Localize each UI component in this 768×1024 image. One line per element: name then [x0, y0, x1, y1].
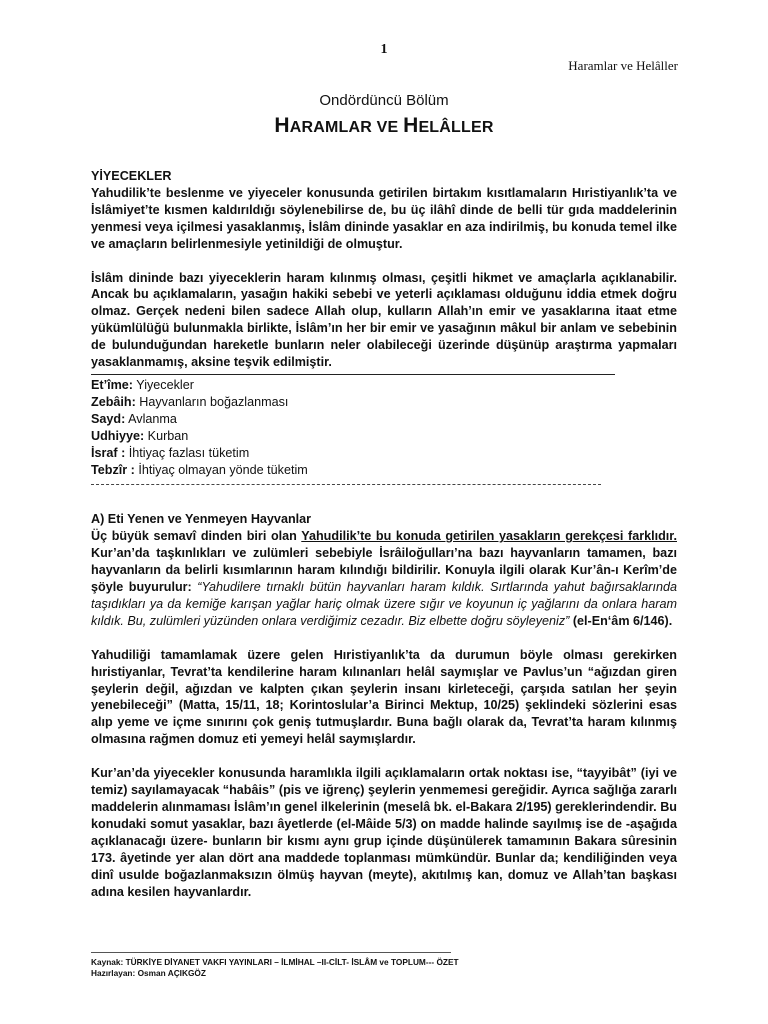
glossary-meaning: İhtiyaç fazlası tüketim: [125, 445, 250, 460]
glossary-term: Tebzîr :: [91, 462, 135, 477]
paragraph: Yahudiliği tamamlamak üzere gelen Hıristiyanlık’ta da durumun böyle olması gerekirken hıristiyanlar, Tevrat’ta kendilerine haram kılınanları helâl saymışlar ve Pavlus’un “ağızdan giren şeylerin değil, ağızdan ve kalpten çıkan şeylerin insanı kirleteceği, çarşıda satılan her şeyin yenebileceği” (Matta, 15/11, 18; Korintoslular’a Birinci Mektup, 10/25) şeklindeki sözlerini esas alıp yeme ve içme sınırını çok geniş tutmuşlardır. Buna bağlı olarak da, Tevrat’ta haram kılınmış olmasına rağmen domuz eti yemeyi helâl saymışlardır.: [91, 647, 677, 747]
document-body: [91, 168, 677, 900]
glossary-meaning: Yiyecekler: [133, 377, 194, 392]
glossary-meaning: Hayvanların boğazlanması: [135, 394, 289, 409]
glossary-item: [91, 411, 677, 428]
title-part-2: ELÂLLER: [418, 119, 494, 136]
glossary-term: Et’îme:: [91, 377, 133, 392]
glossary-item: [91, 428, 677, 445]
text-span: Üç büyük semavî dinden biri olan: [91, 529, 302, 544]
paragraph: İslâm dininde bazı yiyeceklerin haram kılınmış olması, çeşitli hikmet ve amaçlarla açıklanabilir. Ancak bu açıklamaların, yasağın hakiki sebebi ve yeterli açıklaması olduğunu iddia etmek doğru olmaz. Gerçek nedeni bilen sadece Allah olup, kulların Allah’ın emir ve yasaklarına itaat etme yükümlülüğü bulunmakla birlikte, İslâm’ın her bir emir ve yasağının mâkul bir anlam ve sebebinin de bulunduğundan hareketle bunların neler olabileceği üzerinde düşünüp araştırma yapmaları yasaklanmamış, aksine teşvik edilmiştir.: [91, 270, 677, 370]
paragraph: Kur’an’da yiyecekler konusunda haramlıkla ilgili açıklamaların ortak noktası ise, “tayyibât” (iyi ve temiz) sayılamayacak “habâis” (pis ve iğrenç) şeylerin yenmemesi gereğidir. Ayrıca sağlığa zararlı maddelerin alınmaması İslâm’ın genel ilkelerinin (meselâ bk. el-Bakara 2/195) gereklerindendir. Bu konudaki somut yasaklar, bazı âyetlerde (el-Mâide 5/3) on madde halinde sayılmış ise de -aşağıda açıklanacağı üzere- bunların bir kısmı aynı grup içinde düşünülerek tamamının Bakara sûresinin 173. âyetinde yer alan dört ana maddede toplanması mümkündür. Bunlar da; kendiliğinden veya dinî usulde boğazlanmaksızın ölmüş hayvan (meyte), akıtılmış kan, domuz ve Allah’tan başkası adına kesilen hayvanlardır.: [91, 766, 677, 899]
divider-solid: [91, 374, 615, 375]
footer-author: Hazırlayan: Osman AÇIKGÖZ: [91, 968, 206, 978]
glossary-meaning: Avlanma: [125, 411, 177, 426]
glossary: [91, 377, 677, 478]
paragraph: Yahudilik’te beslenme ve yiyeceler konusunda getirilen birtakım kısıtlamaların Hıristiyanlık’ta ve İslâmiyet’te kısmen kaldırıldığı söylenebilirse de, bu üç ilâhî dinde de belli tür gıda maddelerinin yenmesi veya içilmesi yasaklanmış, İslâm dininde yasaklar en aza indirilmiş, bu konuda temel ilke ve amaçların belirlenmesiyle yetinildiği de olmuştur.: [91, 185, 677, 251]
glossary-term: Udhiyye:: [91, 428, 145, 443]
glossary-item: [91, 445, 677, 462]
glossary-term: Sayd:: [91, 411, 126, 426]
footer: [91, 957, 459, 979]
title-initial-1: H: [274, 114, 290, 137]
text-span: Kur’an’da taşkınlıkları ve zulümleri sebebiyle İsrâiloğulları’na bazı hayvanların tamamen, bazı hayvanların da belirli kısımlarının haram kılındığı bildirilir. Konuyla ilgili olarak Kur’ân-ı Kerîm’de şöyle buyurulur:: [91, 546, 677, 595]
chapter-label: Ondördüncü Bölüm: [319, 92, 449, 109]
footer-divider: [91, 952, 451, 953]
paragraph: [91, 528, 677, 629]
title-part-1: ARAMLAR VE: [289, 119, 404, 136]
underlined-text: Yahudilik’te bu konuda getirilen yasakların gerekçesi farklıdır.: [301, 529, 677, 544]
section-heading-yiyecekler: YİYECEKLER: [91, 169, 172, 183]
page-number: 1: [380, 42, 388, 57]
chapter-title: [0, 114, 768, 138]
glossary-item: [91, 377, 677, 394]
glossary-term: Zebâih:: [91, 394, 136, 409]
running-head: Haramlar ve Helâller: [568, 58, 678, 73]
glossary-item: [91, 462, 677, 479]
glossary-item: [91, 394, 677, 411]
title-initial-2: H: [403, 114, 419, 137]
glossary-meaning: Kurban: [144, 428, 189, 443]
section-heading-animals: A) Eti Yenen ve Yenmeyen Hayvanlar: [91, 512, 312, 527]
footer-source: Kaynak: TÜRKİYE DİYANET VAKFI YAYINLARI – İLMİHAL –II-CİLT- İSLÂM ve TOPLUM--- ÖZET: [91, 957, 459, 967]
quran-quote: “Yahudilere tırnaklı bütün hayvanları haram kıldık. Sırtlarında yahut bağırsaklarında taşıdıkları ya da kemiğe karışan yağlar hariç olmak üzere sığır ve koyunun iç yağlarını da onlara haram kıldık. Bu, zulümleri yüzünden onlara verdiğimiz cezadır. Biz elbette doğru söyleyeniz”: [91, 580, 677, 628]
glossary-meaning: İhtiyaç olmayan yönde tüketim: [134, 462, 308, 477]
glossary-term: İsraf :: [91, 445, 126, 460]
citation: (el-En‘âm 6/146).: [569, 613, 673, 628]
